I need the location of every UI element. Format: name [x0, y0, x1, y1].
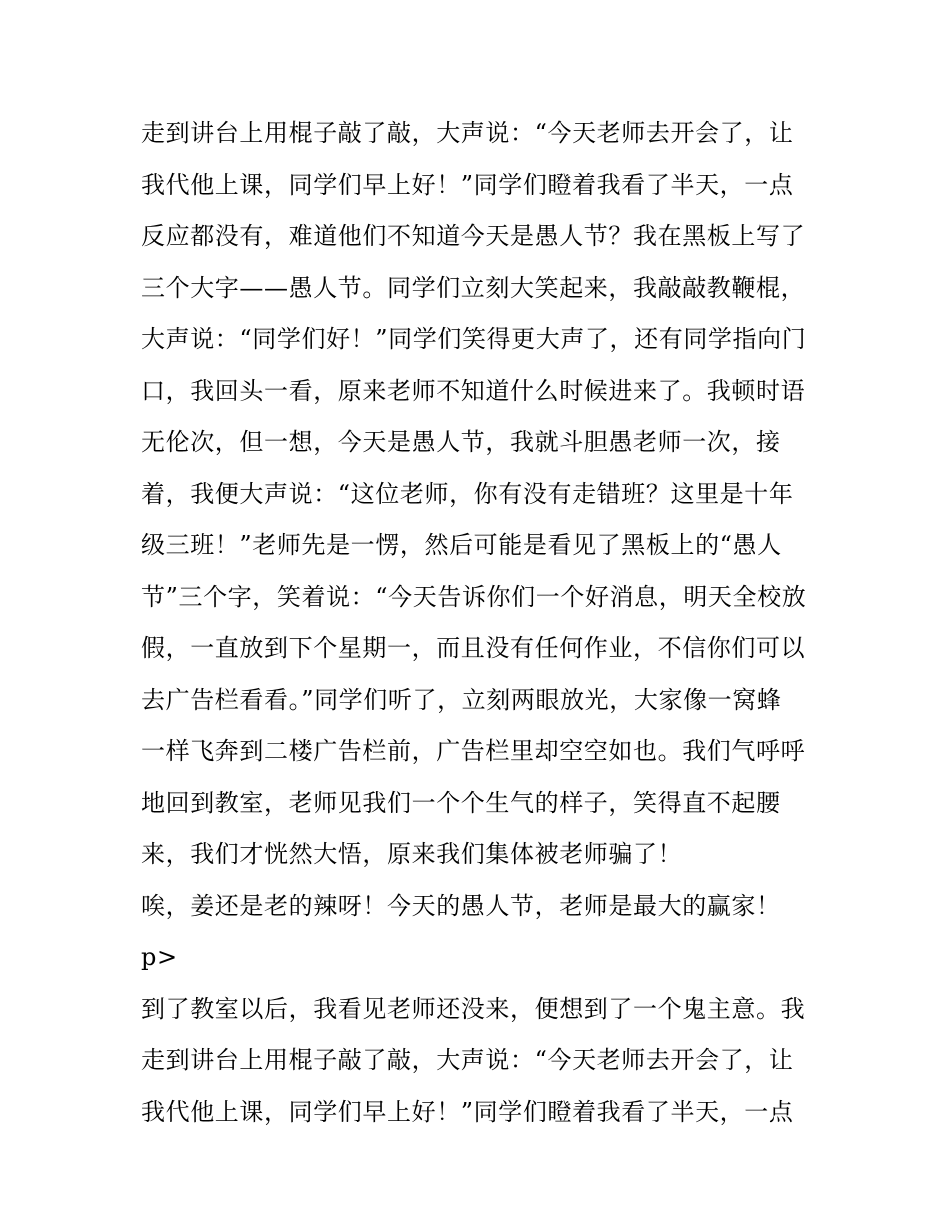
text-line: 着，我便大声说：“这位老师，你有没有走错班？这里是十年: [141, 479, 794, 508]
text-line: 反应都没有，难道他们不知道今天是愚人节？我在黑板上写了: [141, 222, 806, 250]
text-line: 口，我回头一看，原来老师不知道什么时候进来了。我顿时语: [141, 376, 806, 405]
text-line: 走到讲台上用棍子敲了敲，大声说：“今天老师去开会了，让: [141, 1046, 794, 1074]
text-line: p>: [141, 943, 178, 971]
text-line: 假，一直放到下个星期一，而且没有任何作业，不信你们可以: [141, 634, 806, 662]
text-line: 我代他上课，同学们早上好！”同学们瞪着我看了半天，一点: [141, 1097, 794, 1126]
text-line: 级三班！”老师先是一愣，然后可能是看见了黑板上的“愚人: [141, 531, 782, 559]
text-line: 走到讲台上用棍子敲了敲，大声说：“今天老师去开会了，让: [141, 119, 794, 147]
text-line: 唉，姜还是老的辣呀！今天的愚人节，老师是最大的赢家！: [141, 891, 781, 920]
text-line: 三个大字——愚人节。同学们立刻大笑起来，我敲敲教鞭棍，: [141, 273, 806, 302]
text-line: 无伦次，但一想，今天是愚人节，我就斗胆愚老师一次，接: [141, 428, 781, 456]
text-line: 我代他上课，同学们早上好！”同学们瞪着我看了半天，一点: [141, 170, 794, 199]
text-line: 一样飞奔到二楼广告栏前，广告栏里却空空如也。我们气呼呼: [141, 737, 806, 765]
text-line: 地回到教室，老师见我们一个个生气的样子，笑得直不起腰: [141, 788, 781, 817]
text-line: 节”三个字，笑着说：“今天告诉你们一个好消息，明天全校放: [141, 582, 807, 611]
text-line: 大声说：“同学们好！”同学们笑得更大声了，还有同学指向门: [141, 325, 807, 353]
text-line: 到了教室以后，我看见老师还没来，便想到了一个鬼主意。我: [141, 994, 806, 1023]
text-line: 去广告栏看看。”同学们听了，立刻两眼放光，大家像一窝蜂: [141, 685, 782, 714]
text-line: 来，我们才恍然大悟，原来我们集体被老师骗了！: [141, 840, 683, 868]
document-body: [141, 108, 821, 1138]
